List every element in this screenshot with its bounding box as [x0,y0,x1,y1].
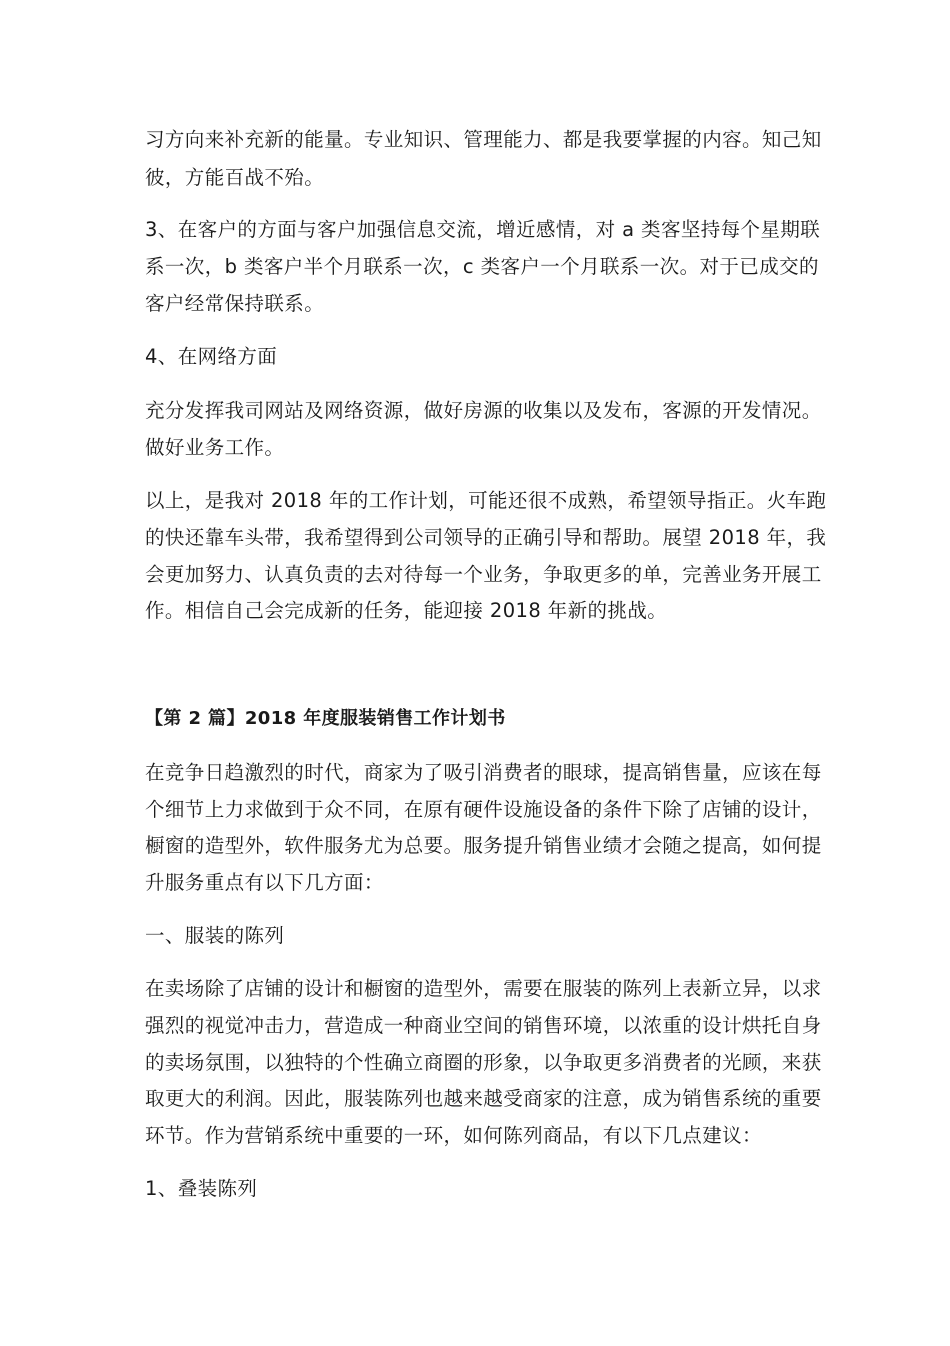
text-line: 的卖场氛围，以独特的个性确立商圈的形象，以争取更多消费者的光顾，来获 [145,1051,822,1074]
text-line: 强烈的视觉冲击力，营造成一种商业空间的销售环境，以浓重的设计烘托自身 [145,1014,822,1037]
text-line: 升服务重点有以下几方面： [145,871,384,894]
text-line: 客户经常保持联系。 [145,292,325,315]
subheading-folded-display: 1、叠装陈列 [145,1177,258,1200]
text-line: 在卖场除了店铺的设计和橱窗的造型外，需要在服装的陈列上表新立异，以求 [145,977,822,1000]
text-line: 在竞争日趋激烈的时代，商家为了吸引消费者的眼球，提高销售量，应该在每 [145,761,822,784]
text-line: 环节。作为营销系统中重要的一环，如何陈列商品，有以下几点建议： [145,1124,762,1147]
text-line: 做好业务工作。 [145,436,285,459]
text-line: 充分发挥我司网站及网络资源，做好房源的收集以及发布，客源的开发情况。 [145,399,822,422]
text-line: 习方向来补充新的能量。专业知识、管理能力、都是我要掌握的内容。知己知 [145,128,822,151]
text-line: 会更加努力、认真负责的去对待每一个业务，争取更多的单，完善业务开展工 [145,563,822,586]
subheading-display: 一、服装的陈列 [145,924,285,947]
text-line: 个细节上力求做到于众不同，在原有硬件设施设备的条件下除了店铺的设计， [145,798,822,821]
text-line: 的快还靠车头带，我希望得到公司领导的正确引导和帮助。展望 2018 年，我 [145,526,827,549]
text-line: 取更大的利润。因此，服装陈列也越来越受商家的注意，成为销售系统的重要 [145,1087,822,1110]
text-line: 橱窗的造型外，软件服务尤为总要。服务提升销售业绩才会随之提高，如何提 [145,834,822,857]
text-line: 以上，是我对 2018 年的工作计划，可能还很不成熟，希望领导指正。火车跑 [145,489,827,512]
subheading-network: 4、在网络方面 [145,345,278,368]
text-line: 3、在客户的方面与客户加强信息交流，增近感情，对 a 类客坚持每个星期联 [145,218,821,241]
text-line: 作。相信自己会完成新的任务，能迎接 2018 年新的挑战。 [145,599,668,622]
text-line: 彼，方能百战不殆。 [145,166,325,189]
text-line: 系一次，b 类客户半个月联系一次，c 类客户一个月联系一次。对于已成交的 [145,255,819,278]
section-heading: 【第 2 篇】2018 年度服装销售工作计划书 [145,708,506,729]
